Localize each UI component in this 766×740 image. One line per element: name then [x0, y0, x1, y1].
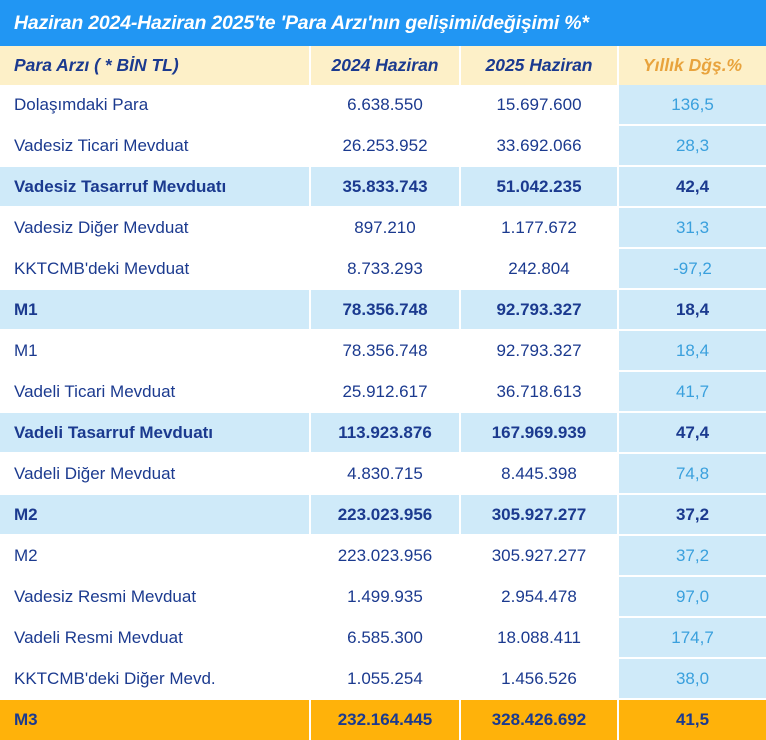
cell-value-2024: 223.023.956	[310, 535, 460, 576]
cell-value-2024: 223.023.956	[310, 494, 460, 535]
table-row	[0, 248, 766, 289]
page-title: Haziran 2024-Haziran 2025'te 'Para Arzı'nın gelişimi/değişimi %*	[0, 0, 766, 46]
row-label: M3	[0, 699, 310, 740]
table-head	[0, 0, 766, 85]
cell-value-2024: 26.253.952	[310, 125, 460, 166]
table-row	[0, 330, 766, 371]
cell-value-change: 37,2	[618, 535, 766, 576]
table-row	[0, 125, 766, 166]
cell-value-change: 18,4	[618, 330, 766, 371]
row-label: M1	[0, 289, 310, 330]
table-row	[0, 166, 766, 207]
column-header-label: Para Arzı ( * BİN TL)	[0, 46, 310, 85]
table-row	[0, 576, 766, 617]
cell-value-change: 31,3	[618, 207, 766, 248]
cell-value-2025: 167.969.939	[460, 412, 618, 453]
column-header-2025: 2025 Haziran	[460, 46, 618, 85]
cell-value-change: 42,4	[618, 166, 766, 207]
cell-value-2025: 92.793.327	[460, 289, 618, 330]
cell-value-2024: 897.210	[310, 207, 460, 248]
row-label: KKTCMB'deki Diğer Mevd.	[0, 658, 310, 699]
table-row	[0, 412, 766, 453]
row-label: M2	[0, 494, 310, 535]
cell-value-2024: 8.733.293	[310, 248, 460, 289]
table-row	[0, 371, 766, 412]
cell-value-change: 37,2	[618, 494, 766, 535]
cell-value-2025: 15.697.600	[460, 85, 618, 125]
cell-value-2024: 232.164.445	[310, 699, 460, 740]
cell-value-2024: 6.638.550	[310, 85, 460, 125]
cell-value-2025: 1.456.526	[460, 658, 618, 699]
row-label: Vadeli Resmi Mevduat	[0, 617, 310, 658]
cell-value-change: 174,7	[618, 617, 766, 658]
cell-value-2025: 328.426.692	[460, 699, 618, 740]
row-label: M2	[0, 535, 310, 576]
cell-value-2025: 92.793.327	[460, 330, 618, 371]
row-label: Vadeli Diğer Mevduat	[0, 453, 310, 494]
column-header-2024: 2024 Haziran	[310, 46, 460, 85]
row-label: Vadesiz Resmi Mevduat	[0, 576, 310, 617]
row-label: Vadesiz Tasarruf Mevduatı	[0, 166, 310, 207]
table-row	[0, 289, 766, 330]
cell-value-change: 97,0	[618, 576, 766, 617]
cell-value-2024: 78.356.748	[310, 330, 460, 371]
cell-value-change: -97,2	[618, 248, 766, 289]
cell-value-2024: 1.499.935	[310, 576, 460, 617]
table-row	[0, 85, 766, 125]
cell-value-change: 38,0	[618, 658, 766, 699]
table-row	[0, 617, 766, 658]
row-label: Dolaşımdaki Para	[0, 85, 310, 125]
cell-value-2024: 35.833.743	[310, 166, 460, 207]
table-body	[0, 85, 766, 740]
row-label: KKTCMB'deki Mevduat	[0, 248, 310, 289]
cell-value-change: 18,4	[618, 289, 766, 330]
row-label: Vadesiz Ticari Mevduat	[0, 125, 310, 166]
table-row	[0, 494, 766, 535]
cell-value-2025: 36.718.613	[460, 371, 618, 412]
cell-value-2025: 242.804	[460, 248, 618, 289]
cell-value-change: 41,5	[618, 699, 766, 740]
row-label: Vadesiz Diğer Mevduat	[0, 207, 310, 248]
cell-value-2024: 78.356.748	[310, 289, 460, 330]
cell-value-2025: 8.445.398	[460, 453, 618, 494]
cell-value-2024: 1.055.254	[310, 658, 460, 699]
table-header-row	[0, 46, 766, 85]
cell-value-2024: 113.923.876	[310, 412, 460, 453]
cell-value-change: 136,5	[618, 85, 766, 125]
cell-value-change: 28,3	[618, 125, 766, 166]
table-title-row	[0, 0, 766, 46]
table-row	[0, 658, 766, 699]
cell-value-2024: 4.830.715	[310, 453, 460, 494]
cell-value-2025: 1.177.672	[460, 207, 618, 248]
row-label: Vadeli Ticari Mevduat	[0, 371, 310, 412]
table-row	[0, 699, 766, 740]
cell-value-2025: 18.088.411	[460, 617, 618, 658]
cell-value-2025: 2.954.478	[460, 576, 618, 617]
table-row	[0, 207, 766, 248]
table-row	[0, 535, 766, 576]
column-header-change: Yıllık Dğş.%	[618, 46, 766, 85]
table-row	[0, 453, 766, 494]
cell-value-2024: 6.585.300	[310, 617, 460, 658]
row-label: M1	[0, 330, 310, 371]
cell-value-2024: 25.912.617	[310, 371, 460, 412]
cell-value-change: 41,7	[618, 371, 766, 412]
cell-value-change: 47,4	[618, 412, 766, 453]
cell-value-change: 74,8	[618, 453, 766, 494]
cell-value-2025: 33.692.066	[460, 125, 618, 166]
row-label: Vadeli Tasarruf Mevduatı	[0, 412, 310, 453]
cell-value-2025: 305.927.277	[460, 535, 618, 576]
cell-value-2025: 305.927.277	[460, 494, 618, 535]
cell-value-2025: 51.042.235	[460, 166, 618, 207]
